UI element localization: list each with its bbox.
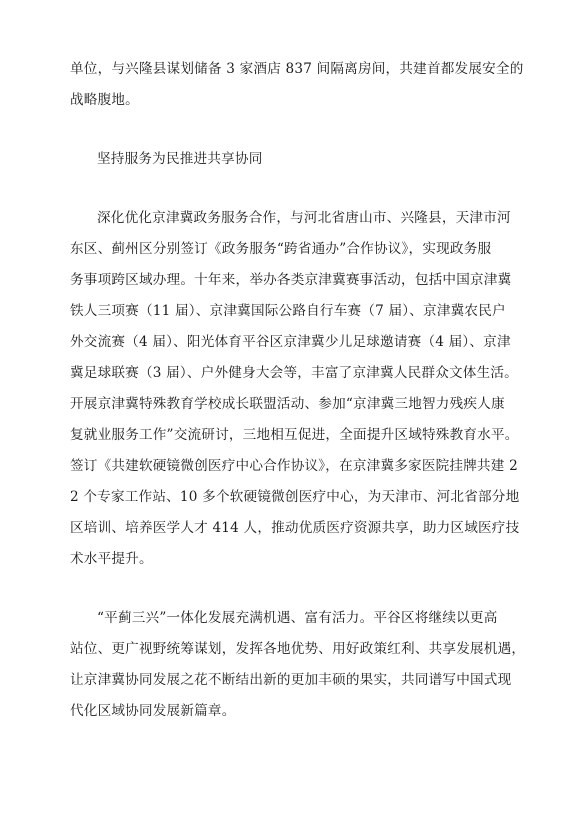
paragraph-line: 签订《共建软硬镜微创医疗中心合作协议》，在京津冀多家医院挂牌共建 2 [70,458,518,474]
paragraph-line: 外交流赛（4 届）、阳光体育平谷区京津冀少儿足球邀请赛（4 届）、京津 [70,334,511,350]
paragraph-line: “平蓟三兴”一体化发展充满机遇、富有活力。平谷区将继续以更高 [97,610,498,626]
paragraph-line: 站位、更广视野统筹谋划，发挥各地优势、用好政策红利、共享发展机遇， [70,641,526,657]
section-heading: 坚持服务为民推进共享协同 [97,151,263,167]
paragraph-line: 铁人三项赛（11 届）、京津冀国际公路自行车赛（7 届）、京津冀农民户 [70,303,506,319]
paragraph-line: 代化区域协同发展新篇章。 [70,703,236,719]
paragraph-line: 东区、蓟州区分别签订《政务服务“跨省通办”合作协议》，实现政务服 [70,241,492,257]
paragraph-line: 开展京津冀特殊教育学校成长联盟活动、参加“京津冀三地智力残疾人康 [70,396,505,412]
paragraph-line: 区培训、培养医学人才 414 人，推动优质医疗资源共享，助力区域医疗技 [70,520,520,536]
paragraph-line: 让京津冀协同发展之花不断结出新的更加丰硕的果实，共同谱写中国式现 [70,672,512,688]
paragraph-line: 冀足球联赛（3 届）、户外健身大会等，丰富了京津冀人民群众文体生活。 [70,365,518,381]
paragraph-line: 务事项跨区域办理。十年来，举办各类京津冀赛事活动，包括中国京津冀 [70,272,512,288]
paragraph-line: 2 个专家工作站、10 多个软硬镜微创医疗中心，为天津市、河北省部分地 [70,489,520,505]
paragraph-line: 深化优化京津冀政务服务合作，与河北省唐山市、兴隆县，天津市河 [97,210,511,226]
paragraph-line: 术水平提升。 [70,551,153,567]
paragraph-line: 单位，与兴隆县谋划储备 3 家酒店 837 间隔离房间，共建首都发展安全的 [70,61,524,77]
paragraph-line: 战略腹地。 [70,92,139,108]
paragraph-line: 复就业服务工作”交流研讨，三地相互促进，全面提升区域特殊教育水平。 [70,427,519,443]
